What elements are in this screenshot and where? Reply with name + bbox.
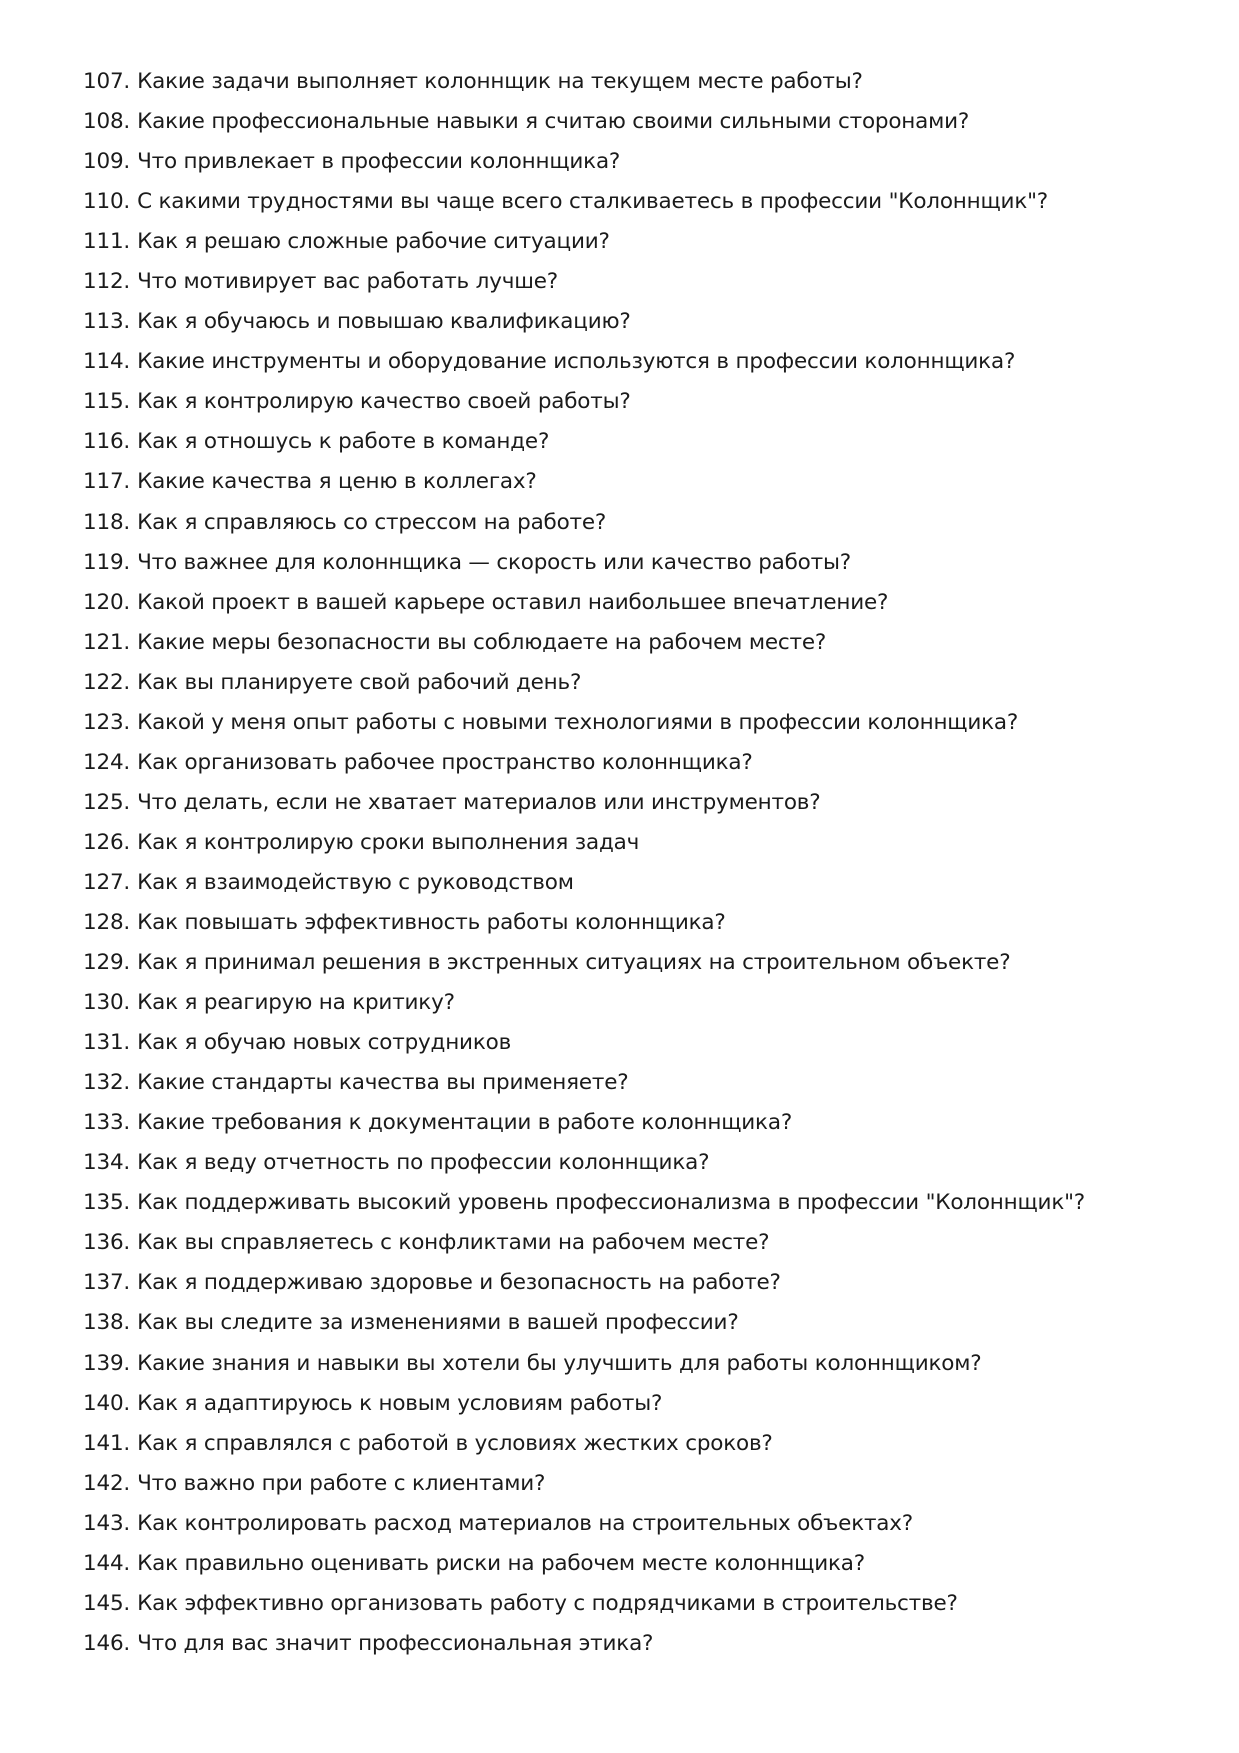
question-text: Как я решаю сложные рабочие ситуации?: [137, 229, 610, 255]
question-number: 142.: [83, 1470, 131, 1496]
question-number: 134.: [83, 1150, 131, 1176]
question-item: [83, 1023, 1203, 1063]
question-text: Как вы следите за изменениями в вашей профессии?: [137, 1310, 739, 1336]
question-item: [83, 1063, 1203, 1103]
question-item: [83, 663, 1203, 703]
question-number: 128.: [83, 909, 131, 935]
question-number: 119.: [83, 549, 131, 575]
question-item: [83, 503, 1203, 543]
question-item: [83, 382, 1203, 422]
question-item: [83, 1504, 1203, 1544]
question-number: 138.: [83, 1310, 131, 1336]
question-item: [83, 1344, 1203, 1384]
question-text: Что важно при работе с клиентами?: [137, 1470, 546, 1496]
question-text: Как я поддерживаю здоровье и безопасность на работе?: [137, 1270, 781, 1296]
question-number: 121.: [83, 629, 131, 655]
question-number: 111.: [83, 229, 131, 255]
question-item: [83, 142, 1203, 182]
question-text: Какие профессиональные навыки я считаю своими сильными сторонами?: [137, 109, 970, 135]
question-number: 130.: [83, 990, 131, 1016]
question-item: [83, 1464, 1203, 1504]
question-item: [83, 543, 1203, 583]
question-item: [83, 863, 1203, 903]
question-number: 144.: [83, 1550, 131, 1576]
question-item: [83, 783, 1203, 823]
question-text: Как я обучаю новых сотрудников: [137, 1030, 512, 1056]
question-text: Как я взаимодействую с руководством: [137, 869, 574, 895]
question-text: Как я обучаюсь и повышаю квалификацию?: [137, 309, 631, 335]
question-item: [83, 583, 1203, 623]
question-text: Какие задачи выполняет колоннщик на текущем месте работы?: [137, 69, 863, 94]
question-number: 109.: [83, 149, 131, 175]
question-text: Какие меры безопасности вы соблюдаете на рабочем месте?: [137, 629, 827, 655]
question-number: 125.: [83, 789, 131, 815]
question-item: [83, 943, 1203, 983]
question-item: [83, 1223, 1203, 1263]
question-text: Как организовать рабочее пространство колоннщика?: [137, 749, 753, 775]
question-item: [83, 1584, 1203, 1624]
question-item: [83, 1624, 1203, 1664]
question-text: Как повышать эффективность работы колоннщика?: [137, 909, 726, 935]
question-text: Какие стандарты качества вы применяете?: [137, 1070, 629, 1096]
question-text: Какие качества я ценю в коллегах?: [137, 469, 537, 495]
question-item: [83, 102, 1203, 142]
question-number: 114.: [83, 349, 131, 375]
question-item: [83, 1544, 1203, 1584]
question-item: [83, 262, 1203, 302]
question-text: Какие требования к документации в работе колоннщика?: [137, 1110, 793, 1136]
question-number: 133.: [83, 1110, 131, 1136]
question-item: [83, 1303, 1203, 1343]
question-text: Как я контролирую качество своей работы?: [137, 389, 631, 415]
question-item: [83, 1384, 1203, 1424]
question-number: 129.: [83, 950, 131, 976]
question-text: Как вы справляетесь с конфликтами на рабочем месте?: [137, 1230, 770, 1256]
question-text: Как я принимал решения в экстренных ситуациях на строительном объекте?: [137, 950, 1011, 976]
question-item: [83, 1183, 1203, 1223]
question-number: 141.: [83, 1430, 131, 1456]
question-number: 145.: [83, 1590, 131, 1616]
question-number: 115.: [83, 389, 131, 415]
question-item: [83, 823, 1203, 863]
question-text: Что важнее для колоннщика — скорость или качество работы?: [137, 549, 851, 575]
question-number: 120.: [83, 589, 131, 615]
question-number: 113.: [83, 309, 131, 335]
question-text: Как я справлялся с работой в условиях жестких сроков?: [137, 1430, 773, 1456]
question-number: 127.: [83, 869, 131, 895]
question-number: 107.: [83, 69, 131, 94]
question-list: [83, 62, 1203, 1664]
question-number: 117.: [83, 469, 131, 495]
question-item: [83, 222, 1203, 262]
question-number: 110.: [83, 189, 131, 215]
question-item: [83, 1143, 1203, 1183]
question-item: [83, 1103, 1203, 1143]
question-number: 126.: [83, 829, 131, 855]
question-text: Что для вас значит профессиональная этика?: [137, 1630, 654, 1656]
question-number: 131.: [83, 1030, 131, 1056]
question-number: 139.: [83, 1350, 131, 1376]
question-item: [83, 302, 1203, 342]
question-number: 137.: [83, 1270, 131, 1296]
question-item: [83, 462, 1203, 502]
question-item: [83, 983, 1203, 1023]
question-text: Как эффективно организовать работу с подрядчиками в строительстве?: [137, 1590, 958, 1616]
question-number: 112.: [83, 269, 131, 295]
question-text: Как я отношусь к работе в команде?: [137, 429, 550, 455]
question-text: Как я адаптируюсь к новым условиям работы?: [137, 1390, 663, 1416]
question-text: Какие инструменты и оборудование используются в профессии колоннщика?: [137, 349, 1016, 375]
question-text: Как вы планируете свой рабочий день?: [137, 669, 582, 695]
question-text: Как я справляюсь со стрессом на работе?: [137, 509, 607, 535]
question-text: С какими трудностями вы чаще всего сталкиваетесь в профессии "Колоннщик"?: [137, 189, 1049, 215]
question-text: Как я контролирую сроки выполнения задач: [137, 829, 640, 855]
question-item: [83, 62, 1203, 102]
question-text: Как я веду отчетность по профессии колоннщика?: [137, 1150, 710, 1176]
question-number: 143.: [83, 1510, 131, 1536]
question-text: Какой проект в вашей карьере оставил наибольшее впечатление?: [137, 589, 889, 615]
question-number: 135.: [83, 1190, 131, 1216]
question-item: [83, 903, 1203, 943]
question-number: 118.: [83, 509, 131, 535]
question-text: Какие знания и навыки вы хотели бы улучшить для работы колоннщиком?: [137, 1350, 982, 1376]
question-item: [83, 743, 1203, 783]
question-item: [83, 1424, 1203, 1464]
question-text: Что делать, если не хватает материалов или инструментов?: [137, 789, 821, 815]
question-item: [83, 1263, 1203, 1303]
question-item: [83, 703, 1203, 743]
question-text: Что мотивирует вас работать лучше?: [137, 269, 558, 295]
question-text: Как я реагирую на критику?: [137, 990, 455, 1016]
question-text: Как правильно оценивать риски на рабочем месте колоннщика?: [137, 1550, 865, 1576]
question-number: 132.: [83, 1070, 131, 1096]
question-number: 124.: [83, 749, 131, 775]
question-number: 146.: [83, 1630, 131, 1656]
question-number: 136.: [83, 1230, 131, 1256]
question-text: Что привлекает в профессии колоннщика?: [137, 149, 621, 175]
question-item: [83, 342, 1203, 382]
question-item: [83, 623, 1203, 663]
question-number: 108.: [83, 109, 131, 135]
question-text: Как контролировать расход материалов на строительных объектах?: [137, 1510, 914, 1536]
question-text: Как поддерживать высокий уровень профессионализма в профессии "Колоннщик"?: [137, 1190, 1086, 1216]
question-item: [83, 422, 1203, 462]
question-number: 116.: [83, 429, 131, 455]
question-text: Какой у меня опыт работы с новыми технологиями в профессии колоннщика?: [137, 709, 1019, 735]
question-item: [83, 182, 1203, 222]
question-number: 122.: [83, 669, 131, 695]
question-number: 123.: [83, 709, 131, 735]
question-number: 140.: [83, 1390, 131, 1416]
